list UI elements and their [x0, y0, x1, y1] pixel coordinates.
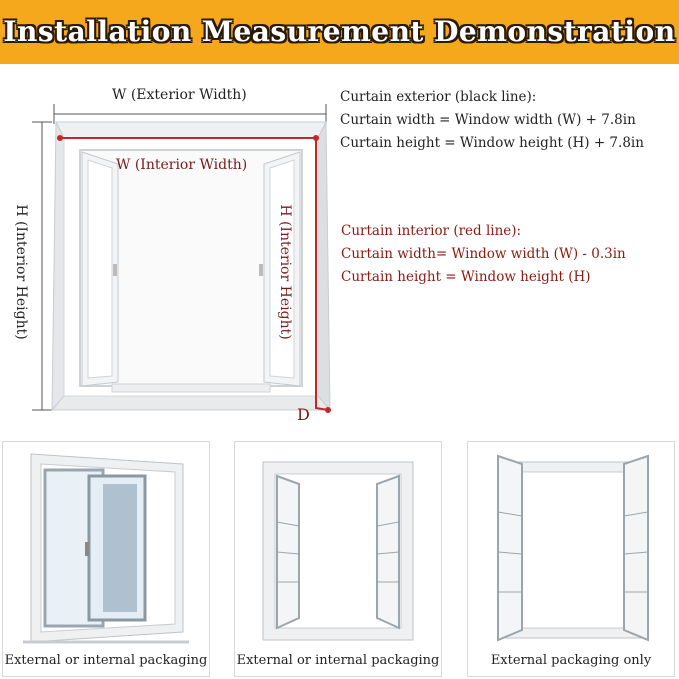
exterior-note-title: Curtain exterior (black line): [340, 89, 537, 105]
interior-note-width: Curtain width= Window width (W) - 0.3in [341, 246, 626, 262]
panel-caption: External packaging only [490, 653, 652, 668]
outward-window-icon [468, 442, 674, 652]
interior-notes [341, 220, 626, 289]
exterior-width-label: W (Exterior Width) [112, 87, 247, 103]
exterior-notes [340, 86, 644, 155]
exterior-height-label: H (Interior Height) [13, 204, 29, 340]
panel-caption: External or internal packaging [4, 653, 208, 668]
exterior-note-width: Curtain width = Window width (W) + 7.8in [340, 112, 636, 128]
panel-sliding-window [2, 441, 210, 677]
panel-outward-window [467, 441, 675, 677]
interior-note-title: Curtain interior (red line): [341, 223, 522, 239]
page-title: Installation Measurement Demonstration [3, 15, 676, 48]
panel-casement-window [234, 441, 442, 677]
casement-window-icon [235, 442, 441, 652]
interior-height-label: H (Interior Height) [277, 204, 293, 340]
panel-caption: External or internal packaging [236, 653, 440, 668]
interior-note-height: Curtain height = Window height (H) [341, 269, 591, 285]
exterior-note-height: Curtain height = Window height (H) + 7.8in [340, 135, 644, 151]
depth-label: D [297, 405, 310, 424]
sliding-window-icon [3, 442, 209, 652]
interior-width-label: W (Interior Width) [116, 157, 248, 173]
